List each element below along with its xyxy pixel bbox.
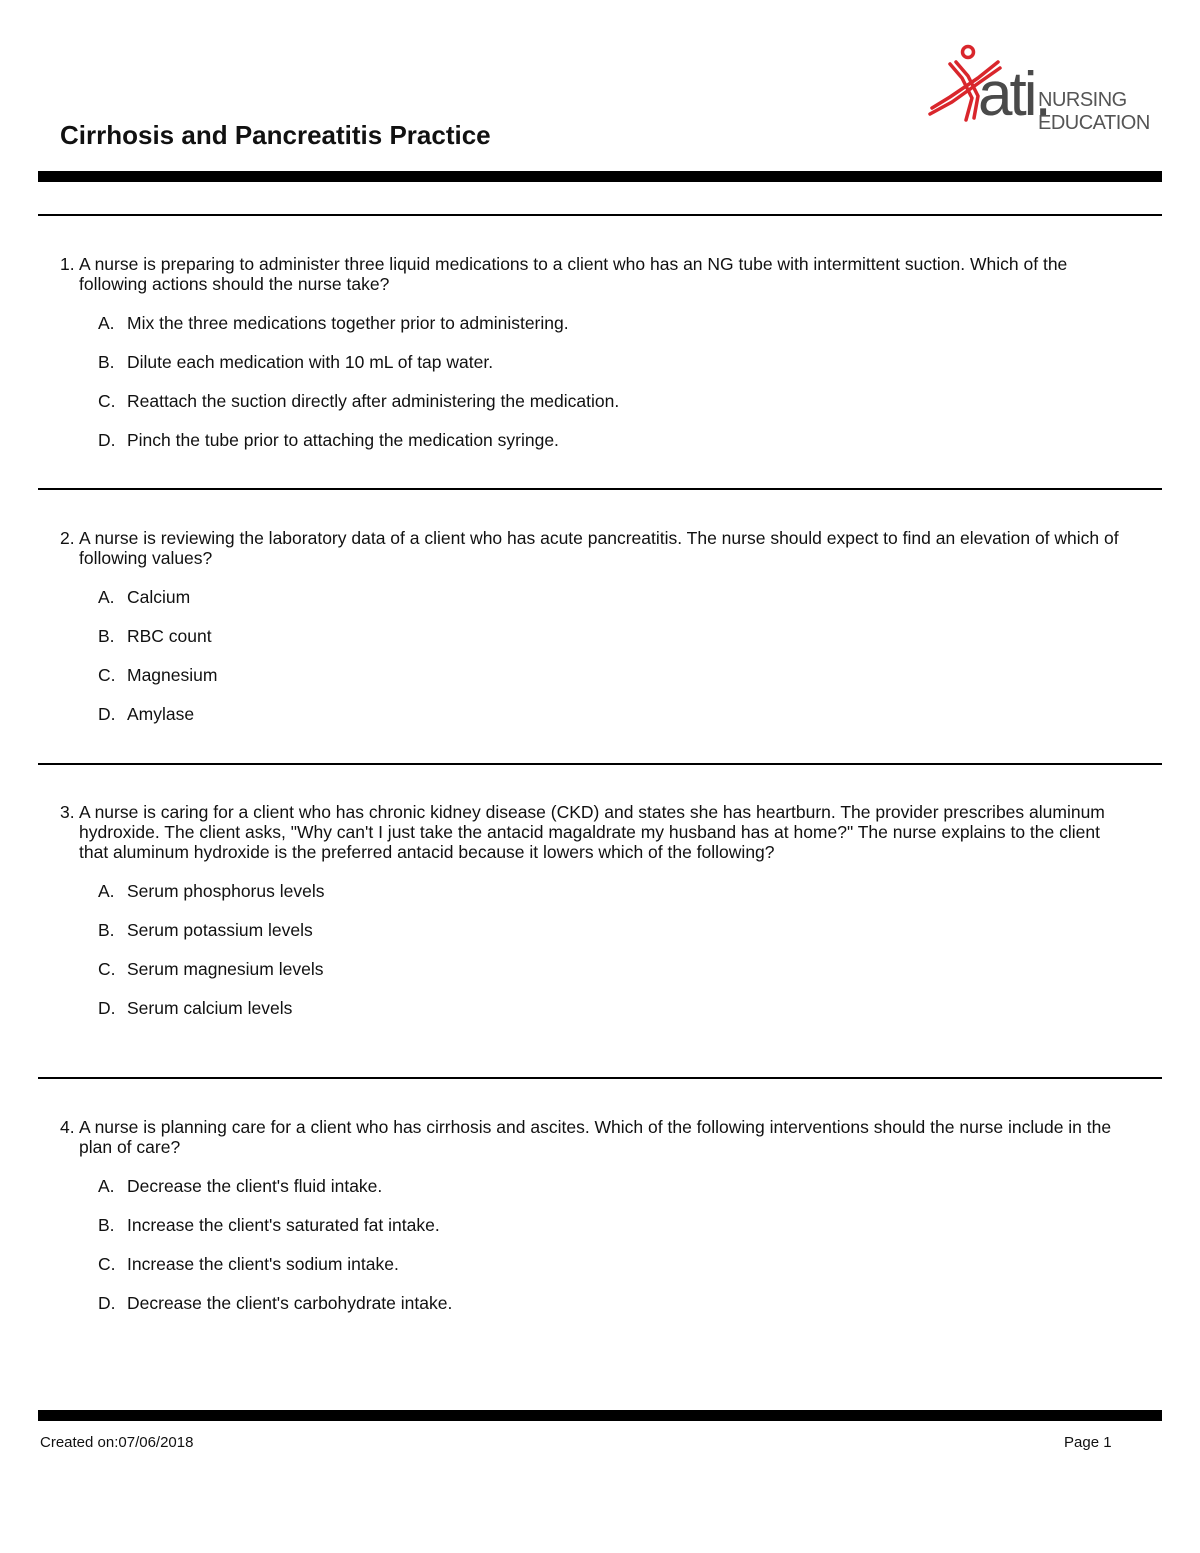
question-text: A nurse is caring for a client who has chronic kidney disease (CKD) and states she has heartburn. The provider prescribes aluminum hydroxide. The client asks, "Why can't I just take the antacid magaldrate my husband has at home?" The nurse explains to the client that aluminum hydroxide is the preferred antacid because it lowers which of the following?	[79, 802, 1105, 862]
option-text: RBC count	[127, 626, 212, 646]
option-letter: D.	[98, 704, 116, 724]
question-text: A nurse is planning care for a client who has cirrhosis and ascites. Which of the following interventions should the nurse include in the plan of care?	[79, 1117, 1112, 1157]
question-stem	[60, 1117, 1120, 1157]
option-letter: A.	[98, 587, 115, 607]
option-text: Increase the client's saturated fat intake.	[127, 1215, 440, 1235]
question-text: A nurse is preparing to administer three liquid medications to a client who has an NG tube with intermittent suction. Which of the following actions should the nurse take?	[79, 254, 1068, 294]
logo-subtitle-line1: NURSING	[1038, 89, 1127, 111]
ati-logo	[920, 42, 1150, 137]
answer-option-d[interactable]	[60, 704, 1120, 724]
question-divider	[38, 488, 1162, 490]
option-text: Serum magnesium levels	[127, 959, 324, 979]
footer-divider	[38, 1410, 1162, 1421]
question-number: 3.	[60, 802, 75, 822]
answer-options	[60, 587, 1120, 724]
option-text: Pinch the tube prior to attaching the medication syringe.	[127, 430, 559, 450]
logo-subtitle	[1038, 89, 1150, 135]
option-text: Decrease the client's fluid intake.	[127, 1176, 383, 1196]
option-text: Calcium	[127, 587, 191, 607]
question-4	[60, 1117, 1120, 1313]
created-date: Created on:07/06/2018	[40, 1434, 194, 1451]
question-3	[60, 802, 1120, 1018]
option-letter: C.	[98, 391, 116, 411]
answer-options	[60, 313, 1120, 450]
option-text: Dilute each medication with 10 mL of tap water.	[127, 352, 494, 372]
answer-option-c[interactable]	[60, 959, 1120, 979]
answer-option-a[interactable]	[60, 313, 1120, 333]
answer-options	[60, 1176, 1120, 1313]
option-letter: C.	[98, 959, 116, 979]
option-text: Decrease the client's carbohydrate intake.	[127, 1293, 453, 1313]
option-text: Amylase	[127, 704, 195, 724]
option-letter: D.	[98, 430, 116, 450]
question-text: A nurse is reviewing the laboratory data of a client who has acute pancreatitis. The nurse should expect to find an elevation of which of following values?	[79, 528, 1119, 568]
section-divider	[38, 214, 1162, 216]
logo-subtitle-line2: EDUCATION	[1038, 112, 1150, 134]
option-text: Serum potassium levels	[127, 920, 313, 940]
answer-option-a[interactable]	[60, 587, 1120, 607]
option-letter: D.	[98, 1293, 116, 1313]
question-stem	[60, 254, 1120, 294]
option-text: Reattach the suction directly after administering the medication.	[127, 391, 620, 411]
answer-option-d[interactable]	[60, 430, 1120, 450]
option-letter: B.	[98, 920, 115, 940]
logo-wordmark: ati.	[978, 60, 1049, 129]
question-divider	[38, 763, 1162, 765]
option-letter: A.	[98, 1176, 115, 1196]
question-number: 1.	[60, 254, 75, 274]
option-text: Magnesium	[127, 665, 218, 685]
option-letter: B.	[98, 626, 115, 646]
page-title: Cirrhosis and Pancreatitis Practice	[60, 120, 491, 150]
question-2	[60, 528, 1120, 724]
option-text: Mix the three medications together prior to administering.	[127, 313, 569, 333]
option-letter: C.	[98, 1254, 116, 1274]
question-number: 2.	[60, 528, 75, 548]
answer-option-b[interactable]	[60, 352, 1120, 372]
option-text: Increase the client's sodium intake.	[127, 1254, 399, 1274]
question-divider	[38, 1077, 1162, 1079]
option-text: Serum calcium levels	[127, 998, 293, 1018]
answer-option-b[interactable]	[60, 626, 1120, 646]
question-stem	[60, 528, 1120, 568]
option-letter: A.	[98, 881, 115, 901]
answer-option-d[interactable]	[60, 1293, 1120, 1313]
answer-option-c[interactable]	[60, 665, 1120, 685]
answer-option-b[interactable]	[60, 1215, 1120, 1235]
header-divider	[38, 171, 1162, 182]
page-number: Page 1	[1064, 1434, 1112, 1451]
question-number: 4.	[60, 1117, 75, 1137]
option-letter: B.	[98, 352, 115, 372]
option-letter: D.	[98, 998, 116, 1018]
answer-option-c[interactable]	[60, 1254, 1120, 1274]
question-1	[60, 254, 1120, 450]
answer-option-a[interactable]	[60, 1176, 1120, 1196]
option-letter: B.	[98, 1215, 115, 1235]
answer-option-b[interactable]	[60, 920, 1120, 940]
answer-option-c[interactable]	[60, 391, 1120, 411]
option-letter: A.	[98, 313, 115, 333]
answer-option-a[interactable]	[60, 881, 1120, 901]
answer-options	[60, 881, 1120, 1018]
option-text: Serum phosphorus levels	[127, 881, 325, 901]
option-letter: C.	[98, 665, 116, 685]
answer-option-d[interactable]	[60, 998, 1120, 1018]
question-stem	[60, 802, 1120, 862]
